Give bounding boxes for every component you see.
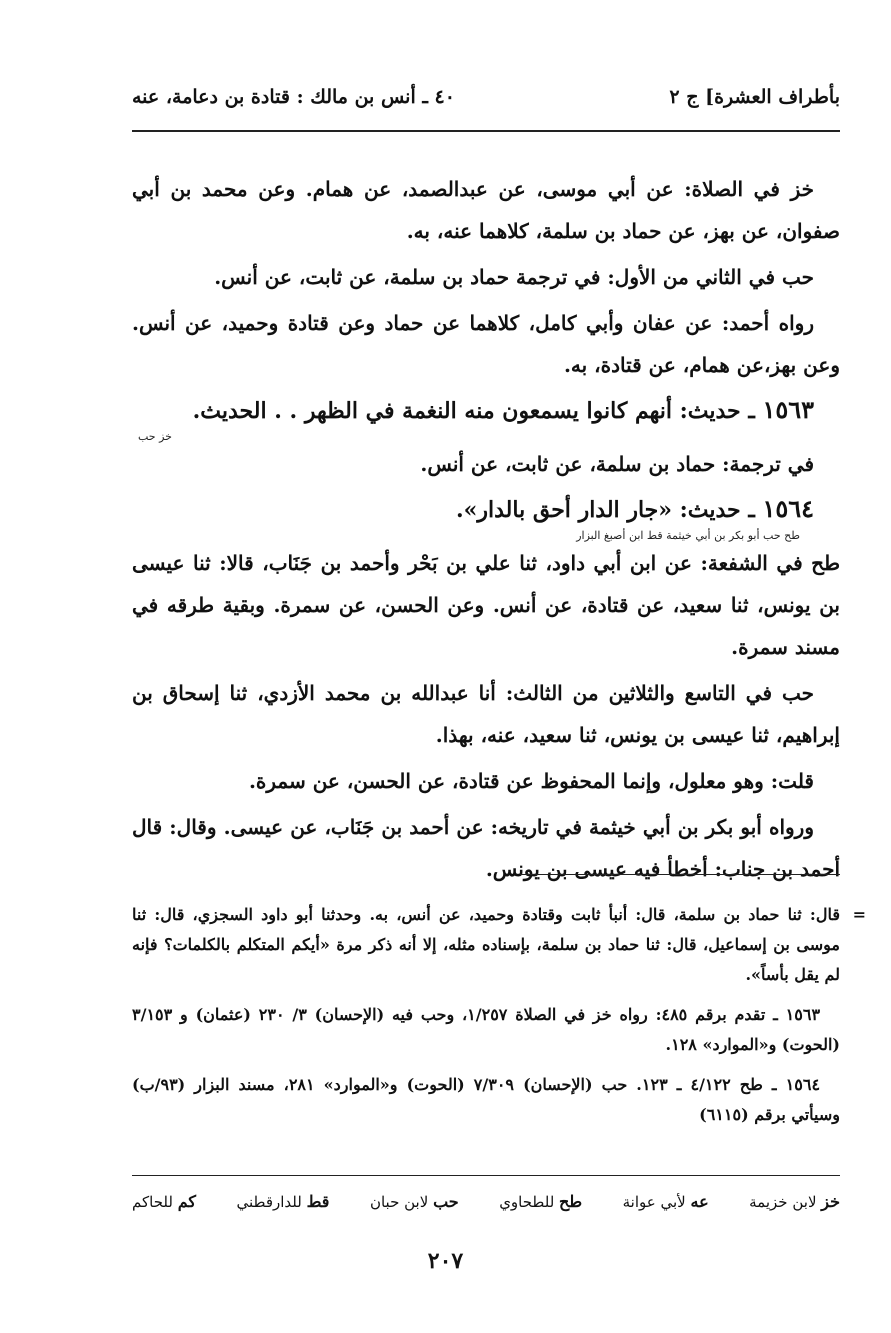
page-number: ٢٠٧ [427, 1248, 464, 1274]
hadith-sigla: طح حب أبو بكر بن أبي خيثمة قط ابن أصبغ البزار [576, 529, 800, 542]
hadith-sigla: خز حب [138, 430, 172, 443]
hadith-title: ـ حديث: «جار الدار أحق بالدار». [455, 497, 755, 523]
abbrev-item: كم للحاكم [132, 1192, 196, 1211]
footnote-text: قال: ثنا حماد بن سلمة، قال: أنبأ ثابت وقتادة وحميد، عن أنس، به. وحدثنا أبو داود السجزي، قال: ثنا موسى بن إسماعيل، قال: ثنا حماد بن سلمة، بإسناده مثله، إلا أنه ذكر مرة «أيكم المتكلم بالكلمات؟ فإنه لم يقل بأساً». [132, 905, 840, 984]
footnote-separator [520, 874, 840, 875]
abbrev-item: قط للدارقطني [236, 1192, 330, 1211]
paragraph: خز في الصلاة: عن أبي موسى، عن عبدالصمد، عن همام. وعن محمد بن أبي صفوان، عن بهز، عن حماد بن سلمة، كلاهما عنه، به. [132, 177, 840, 243]
footnotes [132, 900, 866, 1140]
main-text [132, 168, 840, 894]
paragraph: حب في التاسع والثلاثين من الثالث: أنا عبدالله بن محمد الأزدي، ثنا إسحاق بن إبراهيم، ثنا عيسى بن يونس، ثنا سعيد، عنه، بهذا. [132, 681, 840, 747]
header-volume-title: بأطراف العشرة] ج ٢ [669, 86, 840, 108]
continuation-mark: = [852, 905, 866, 924]
abbrev-item: خز لابن خزيمة [749, 1192, 840, 1211]
paragraph: ورواه أبو بكر بن أبي خيثمة في تاريخه: عن أحمد بن جَنَاب، عن عيسى. وقال: قال أحمد بن جناب: أخطأ فيه عيسى بن يونس. [132, 815, 840, 881]
abbrev-item: عه لأبي عوانة [622, 1192, 709, 1211]
abbrev-item: طح للطحاوي [499, 1192, 583, 1211]
hadith-number: ١٥٦٣ [762, 395, 814, 424]
footnote-1564: ١٥٦٤ ـ طح ٤/١٢٢ ـ ١٢٣. حب (الإحسان) ٧/٣٠٩ (الحوت) و«الموارد» ٢٨١، مسند البزار (٩٣/ب) وسيأتي برقم (٦١١٥) [132, 1075, 840, 1124]
hadith-heading-1564 [132, 489, 840, 530]
hadith-heading-1563 [132, 390, 840, 431]
abbrev-item: حب لابن حبان [369, 1192, 459, 1211]
hadith-title: ـ حديث: أنهم كانوا يسمعون منه النغمة في الظهر . . الحديث. [192, 398, 755, 424]
footnote-1563: ١٥٦٣ ـ تقدم برقم ٤٨٥: رواه خز في الصلاة ١/٢٥٧، وحب فيه (الإحسان) ٣/ ٢٣٠ (عثمان) و ٣/١٥٣ (الحوت) و«الموارد» ١٢٨. [132, 1005, 840, 1054]
paragraph: في ترجمة: حماد بن سلمة، عن ثابت، عن أنس. [420, 452, 814, 476]
paragraph: قلت: وهو معلول، وإنما المحفوظ عن قتادة، عن الحسن، عن سمرة. [248, 769, 814, 793]
abbreviation-key [132, 1192, 840, 1211]
header-rule [132, 130, 840, 132]
header-chapter-title: ٤٠ ـ أنس بن مالك : قتادة بن دعامة، عنه [132, 86, 455, 108]
abbreviation-rule [132, 1175, 840, 1176]
footnote-continuation [132, 900, 866, 990]
hadith-number: ١٥٦٤ [762, 494, 814, 523]
running-header [132, 86, 840, 108]
paragraph: حب في الثاني من الأول: في ترجمة حماد بن سلمة، عن ثابت، عن أنس. [214, 265, 814, 289]
paragraph: طح في الشفعة: عن ابن أبي داود، ثنا علي بن بَحْر وأحمد بن جَنَاب، قالا: ثنا عيسى بن يونس، ثنا سعيد، عن قتادة، عن أنس. وعن الحسن، عن سمرة. وبقية طرقه في مسند سمرة. [132, 551, 840, 659]
paragraph: رواه أحمد: عن عفان وأبي كامل، كلاهما عن حماد وعن قتادة وحميد، عن أنس. وعن بهز،عن همام، عن قتادة، به. [132, 311, 840, 377]
